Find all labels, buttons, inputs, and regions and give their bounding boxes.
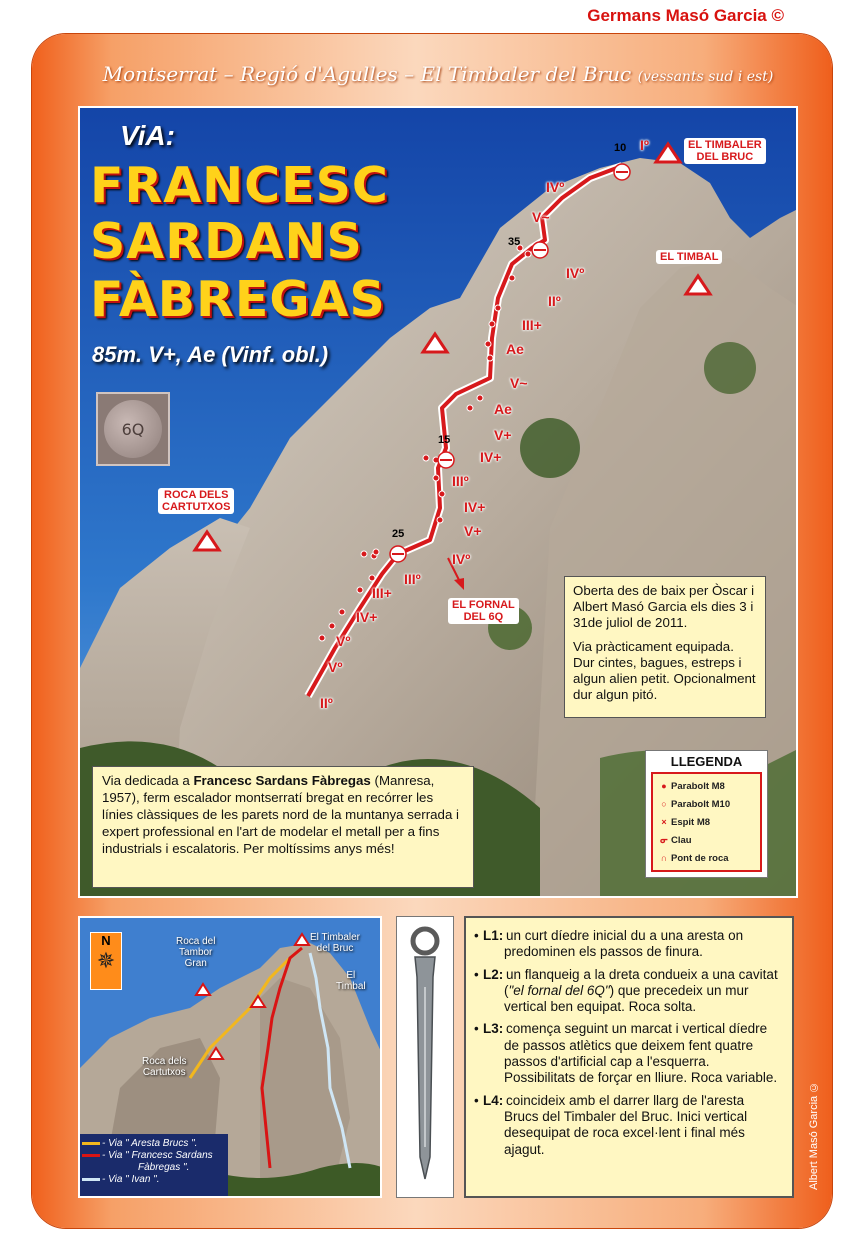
peak-label-cartutxos <box>158 488 234 514</box>
topo-grade-iv-plus-3: IV+ <box>356 609 378 625</box>
topo-grade-iv-2: IVº <box>566 265 585 281</box>
peak-label-timbaler-2: DEL BRUC <box>696 151 754 163</box>
peak-label-cartutxos-1: ROCA DELS <box>164 489 229 501</box>
topo-grade-ae-1: Ae <box>506 341 524 357</box>
belay-number-10: 10 <box>614 142 627 154</box>
topo-grade-v-tilde-top: V~ <box>532 209 550 225</box>
topo-grade-v-2: Vº <box>328 659 343 675</box>
legend-label: Clau <box>671 834 692 846</box>
route-legend-item <box>82 1138 228 1150</box>
dedication-post: (Manresa, 1957), ferm escalador montserratí bregat en recórrer les línies clàssiques de les parets nord de la muntanya serrada i expert professional en l'art de modelar el metall per a fins industrials i escalatoris. Per moltíssims anys més! <box>102 773 459 856</box>
piton-image <box>396 916 454 1198</box>
piton-icon: ᓂ <box>660 834 668 845</box>
parabolt-m10-icon: ○ <box>661 799 667 809</box>
belay-number-35: 35 <box>508 236 521 248</box>
belay-number-25: 25 <box>392 528 405 540</box>
overview-label-timbaler <box>310 932 360 954</box>
belay-number-15: 15 <box>438 434 451 446</box>
overview-label-timbal <box>336 970 366 992</box>
pitch-text: un flanqueig a la dreta condueix a una cavitat ( <box>504 966 778 998</box>
compass-rose-icon: ✵ <box>96 948 116 973</box>
overview-label-timbal-1: El <box>346 970 356 981</box>
compass-letter: N <box>101 933 111 948</box>
sardans-swatch <box>82 1154 100 1157</box>
peak-label-fornal <box>448 598 519 624</box>
legend-label: Parabolt M10 <box>671 798 731 810</box>
route-legend-label-line-1: - Via " Francesc Sardans <box>102 1150 213 1161</box>
overview-label-cartutxos-2: Cartutxos <box>142 1067 186 1078</box>
topo-grade-ae-2: Ae <box>494 401 512 417</box>
topo-grade-iii-2: IIIº <box>404 571 421 587</box>
topo-grade-iv-plus-1: IV+ <box>480 449 502 465</box>
pitch-id: L4: <box>483 1092 504 1108</box>
parabolt-m8-icon: ● <box>661 781 667 791</box>
main-topo-photo <box>78 106 798 898</box>
side-credit: Albert Masó Garcia © <box>808 1080 820 1190</box>
peak-label-timbal: EL TIMBAL <box>656 250 722 264</box>
pitch-item <box>474 1093 782 1158</box>
topo-grade-v-plus-1: V+ <box>494 427 512 443</box>
overview-label-cartutxos-1: Roca dels <box>142 1056 187 1067</box>
overview-label-tambor-1: Roca del <box>176 936 216 947</box>
overview-photo <box>78 916 382 1198</box>
pitch-text: coincideix amb el darrer llarg de l'aresta Brucs del Timbaler del Bruc. Inici vertical desequipat de roca excel·lent i final més ajagut. <box>504 1092 748 1157</box>
topo-grade-iii-plus-1: III+ <box>522 317 542 333</box>
legend-label: Espit M8 <box>671 816 711 828</box>
topo-grade-ii-2: IIº <box>548 293 561 309</box>
legend-item <box>657 795 756 813</box>
overview-label-tambor <box>176 936 215 969</box>
topo-grade-ii-1: IIº <box>320 695 333 711</box>
route-legend-item <box>82 1150 228 1174</box>
pitch-id: L1: <box>483 928 504 943</box>
pitch-descriptions <box>464 916 794 1198</box>
peak-label-timbaler-1: EL TIMBALER <box>688 139 762 151</box>
dedication-box <box>92 766 474 888</box>
pitch-text-italic: "el fornal del 6Q" <box>508 982 610 998</box>
pitch-item <box>474 928 782 961</box>
route-legend-label-line-2: Fàbregas ". <box>138 1162 190 1173</box>
overview-label-timbal-2: Timbal <box>336 981 366 992</box>
legend-item <box>657 849 756 867</box>
route-name-line-3: FÀBREGAS <box>90 271 386 328</box>
pitch-text: comença seguint un marcat i vertical díedre de passos atlètics que deixem fent quatre passos d'artificial cap a l'esquerra. Possibilitats de forçar en lliure. Roca variable. <box>504 1021 778 1086</box>
opening-info-p2: Via pràcticament equipada. Dur cintes, bagues, estreps i algun alien petit. Opcionalment dur algun pitó. <box>573 639 756 702</box>
legend-box <box>645 750 768 878</box>
header-title-text: Montserrat – Regió d'Agulles – El Timbaler del Bruc <box>102 62 632 86</box>
pitch-text-tail: ) que precedeix un mur vertical ben equipat. Roca solta. <box>504 982 749 1015</box>
pitch-text: un curt díedre inicial du a una aresta on predominen els passos de finura. <box>504 928 744 960</box>
topo-grade-v-plus-2: V+ <box>464 523 482 539</box>
via-label: ViA: <box>120 120 175 151</box>
dedication-name: Francesc Sardans Fàbregas <box>193 773 371 788</box>
overview-label-timbaler-2: del Bruc <box>316 943 354 954</box>
peak-label-cartutxos-2: CARTUTXOS <box>162 501 231 513</box>
route-legend-item <box>82 1174 228 1186</box>
bullet-icon: • <box>474 1092 479 1108</box>
legend-item <box>657 831 756 849</box>
topo-grade-i: Iº <box>640 137 650 153</box>
overview-label-tambor-3: Gran <box>184 958 207 969</box>
legend-label: Pont de roca <box>671 852 729 864</box>
legend-title: LLEGENDA <box>670 754 743 769</box>
rock-bridge-icon: ∩ <box>660 853 668 863</box>
route-name-line-1: FRANCESC <box>90 157 389 214</box>
6q-badge-icon <box>96 392 170 466</box>
peak-label-timbaler <box>684 138 766 164</box>
compass-icon <box>90 932 122 990</box>
route-grade: 85m. V+, Ae (Vinf. obl.) <box>92 342 329 367</box>
aresta-brucs-swatch <box>82 1142 100 1145</box>
overview-label-cartutxos <box>142 1056 186 1078</box>
legend-items <box>651 772 762 872</box>
pitch-item <box>474 967 782 1016</box>
dedication-pre: Via dedicada a <box>102 773 194 788</box>
route-legend-label <box>102 1150 213 1174</box>
route-name-line-2: SARDANS <box>90 213 363 270</box>
ivan-swatch <box>82 1178 100 1181</box>
topo-grade-iv-3: IVº <box>452 551 471 567</box>
peak-label-fornal-1: EL FORNAL <box>452 599 515 611</box>
header-title <box>60 56 816 92</box>
bullet-icon: • <box>474 928 479 943</box>
pitch-id: L2: <box>483 966 504 982</box>
opening-info-box <box>564 576 766 718</box>
header-subtitle: (vessants sud i est) <box>637 69 774 85</box>
legend-item <box>657 777 756 795</box>
overview-route-legend <box>78 1134 228 1198</box>
topo-grade-v-1: Vº <box>336 633 351 649</box>
route-legend-label: - Via " Ivan ". <box>102 1174 160 1185</box>
pitch-item <box>474 1021 782 1086</box>
copyright-text: Germans Masó Garcia © <box>587 6 784 25</box>
topo-grade-iv-top: IVº <box>546 179 565 195</box>
piton-icon <box>397 917 453 1197</box>
pitch-id: L3: <box>483 1021 504 1037</box>
peak-label-fornal-2: DEL 6Q <box>463 611 504 623</box>
espit-m8-icon: × <box>661 817 667 827</box>
topo-grade-iii-plus-2: III+ <box>372 585 392 601</box>
topo-grade-v-tilde-2: V~ <box>510 375 528 391</box>
bullet-icon: • <box>474 966 479 982</box>
legend-item <box>657 813 756 831</box>
opening-info-p1: Oberta des de baix per Òscar i Albert Masó Garcia els dies 3 i 31de juliol de 2011. <box>573 583 755 630</box>
legend-label: Parabolt M8 <box>671 780 725 792</box>
route-legend-label: - Via " Aresta Brucs ". <box>102 1138 198 1149</box>
topo-grade-iv-plus-2: IV+ <box>464 499 486 515</box>
overview-label-timbaler-1: El Timbaler <box>310 932 361 943</box>
overview-label-tambor-2: Tambor <box>179 947 213 958</box>
topo-grade-iii-1: IIIº <box>452 473 469 489</box>
badge-text: 6Q <box>121 420 145 439</box>
bullet-icon: • <box>474 1021 479 1037</box>
